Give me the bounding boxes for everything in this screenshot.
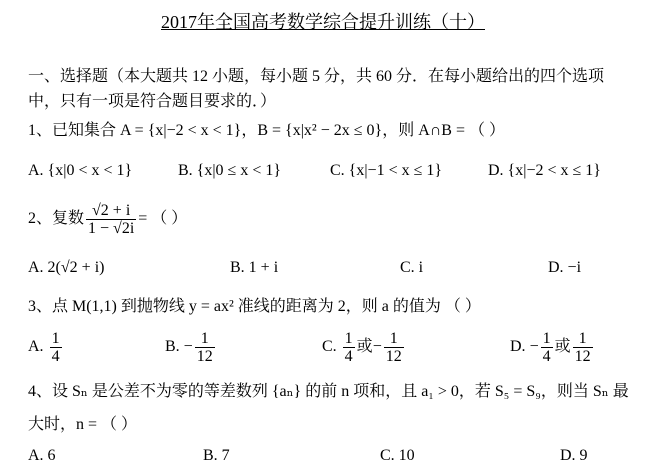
fraction bbox=[50, 330, 62, 365]
q2-suffix: = （ ） bbox=[138, 210, 188, 227]
denominator: 12 bbox=[385, 347, 402, 365]
fraction bbox=[195, 330, 215, 365]
fraction bbox=[384, 330, 404, 365]
page-title bbox=[0, 12, 646, 32]
section-heading-line2: 中，只有一项是符合题目要求的．） bbox=[28, 93, 277, 110]
numerator: 1 bbox=[51, 329, 60, 347]
denominator: 4 bbox=[51, 347, 60, 365]
question-1-stem: 1、已知集合 A = {x|−2 < x < 1}，B = {x|x² − 2x ≤ 0}，则 A∩B = （ ） bbox=[28, 122, 505, 139]
question-3-stem: 3、点 M(1,1) 到抛物线 y = ax² 准线的距离为 2，则 a 的值为 （ ） bbox=[28, 298, 481, 315]
q3-option-b bbox=[165, 328, 217, 366]
option-label: D. bbox=[510, 338, 526, 355]
minus-sign: − bbox=[372, 338, 382, 355]
q2-option-a: A. 2(√2 + i) bbox=[28, 259, 105, 276]
q2-fraction bbox=[86, 202, 136, 237]
denominator: 12 bbox=[196, 347, 213, 365]
q4-option-b: B. 7 bbox=[203, 447, 230, 464]
denominator: 4 bbox=[344, 347, 353, 365]
question-4-stem-line1: 4、设 Sₙ 是公差不为零的等差数列 {aₙ} 的前 n 项和，且 a₁ > 0，若 S₅ = S₉，则当 Sₙ 最 bbox=[28, 383, 629, 400]
q1-option-a: A. {x|0 < x < 1} bbox=[28, 162, 133, 179]
denominator: 4 bbox=[542, 347, 551, 365]
minus-sign: − bbox=[529, 338, 539, 355]
question-4-stem-line2: 大时，n = （ ） bbox=[28, 416, 138, 433]
numerator: 1 bbox=[542, 329, 551, 347]
q2-numerator: √2 + i bbox=[86, 202, 136, 220]
denominator: 12 bbox=[574, 347, 591, 365]
q2-prefix: 2、复数 bbox=[28, 210, 85, 227]
q2-option-c: C. i bbox=[400, 259, 424, 276]
q3-option-c bbox=[322, 328, 406, 366]
title-text: 2017年全国高考数学综合提升训练（十） bbox=[161, 12, 485, 32]
q1-option-d: D. {x|−2 < x ≤ 1} bbox=[488, 162, 601, 179]
q4-option-a: A. 6 bbox=[28, 447, 56, 464]
minus-sign: − bbox=[183, 338, 193, 355]
or-word: 或 bbox=[554, 338, 571, 355]
numerator: 1 bbox=[384, 330, 404, 348]
option-label: C. bbox=[322, 338, 337, 355]
question-2-stem bbox=[28, 200, 187, 238]
q3-option-a bbox=[28, 328, 64, 366]
q2-option-d: D. −i bbox=[548, 259, 582, 276]
q2-option-b: B. 1 + i bbox=[230, 259, 279, 276]
option-label: A. bbox=[28, 338, 44, 355]
q1-option-b: B. {x|0 ≤ x < 1} bbox=[178, 162, 282, 179]
numerator: 1 bbox=[344, 329, 353, 347]
or-word: 或 bbox=[356, 338, 373, 355]
numerator: 1 bbox=[195, 330, 215, 348]
fraction bbox=[541, 330, 553, 365]
fraction bbox=[573, 330, 593, 365]
fraction bbox=[343, 330, 355, 365]
q4-option-c: C. 10 bbox=[380, 447, 415, 464]
option-label: B. bbox=[165, 338, 180, 355]
numerator: 1 bbox=[573, 330, 593, 348]
q1-option-c: C. {x|−1 < x ≤ 1} bbox=[330, 162, 443, 179]
q2-denominator: 1 − √2i bbox=[88, 219, 135, 237]
q3-option-d bbox=[510, 328, 595, 366]
q4-option-d: D. 9 bbox=[560, 447, 588, 464]
section-heading-line1: 一、选择题（本大题共 12 小题，每小题 5 分，共 60 分．在每小题给出的四个选项 bbox=[28, 68, 605, 85]
